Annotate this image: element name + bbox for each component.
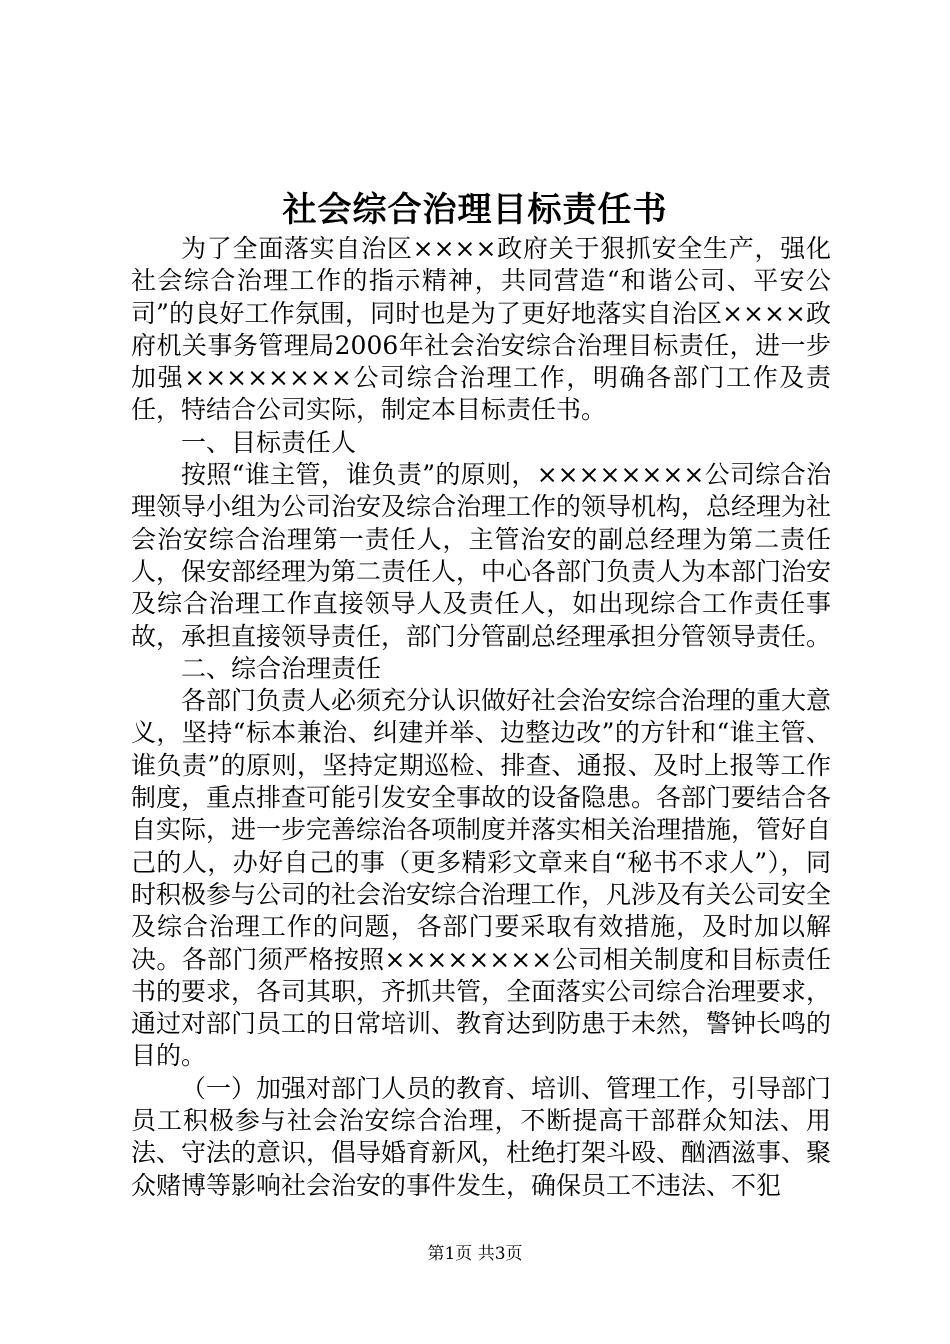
section-heading-1: 一、目标责任人 (181, 427, 357, 457)
paragraph-item-1: （一）加强对部门人员的教育、培训、管理工作，引导部门员工积极参与社会治安综合治理，不断提高干部群众知法、用法、守法的意识，倡导婚育新风，杜绝打架斗殴、酗酒滋事、聚众赌博等影响社会治安的事件发生，确保员工不违法、不犯 (131, 1073, 832, 1200)
paragraph-intro: 为了全面落实自治区××××政府关于狠抓安全生产，强化社会综合治理工作的指示精神，共同营造“和谐公司、平安公司”的良好工作氛围，同时也是为了更好地落实自治区××××政府机关事务管理局2006年社会治安综合治理目标责任，进一步加强××××××××公司综合治理工作，明确各部门工作及责任，特结合公司实际，制定本目标责任书。 (131, 234, 831, 425)
page-number: 第1页 共3页 (427, 1244, 523, 1264)
section-heading-2: 二、综合治理责任 (181, 653, 382, 683)
paragraph-responsibilities: 各部门负责人必须充分认识做好社会治安综合治理的重大意义，坚持“标本兼治、纠建并举、边整边改”的方针和“谁主管、谁负责”的原则，坚持定期巡检、排查、通报、及时上报等工作制度，重点排查可能引发安全事故的设备隐患。各部门要结合各自实际，进一步完善综治各项制度并落实相关治理措施，管好自己的人，办好自己的事（更多精彩文章来自“秘书不求人”），同时积极参与公司的社会治安综合治理工作，凡涉及有关公司安全及综合治理工作的问题，各部门要采取有效措施，及时加以解决。各部门须严格按照××××××××公司相关制度和目标责任书的要求，各司其职，齐抓共管，全面落实公司综合治理要求，通过对部门员工的日常培训、教育达到防患于未然，警钟长鸣的目的。 (131, 686, 832, 1071)
paragraph-responsible-persons: 按照“谁主管，谁负责”的原则，××××××××公司综合治理领导小组为公司治安及综合治理工作的领导机构，总经理为社会治安综合治理第一责任人，主管治安的副总经理为第二责任人，保安部经理为第二责任人，中心各部门负责人为本部门治安及综合治理工作直接领导人及责任人，如出现综合工作责任事故，承担直接领导责任，部门分管副总经理承担分管领导责任。 (131, 460, 832, 651)
document-body (131, 233, 831, 1202)
document-title: 社会综合治理目标责任书 (282, 190, 668, 230)
